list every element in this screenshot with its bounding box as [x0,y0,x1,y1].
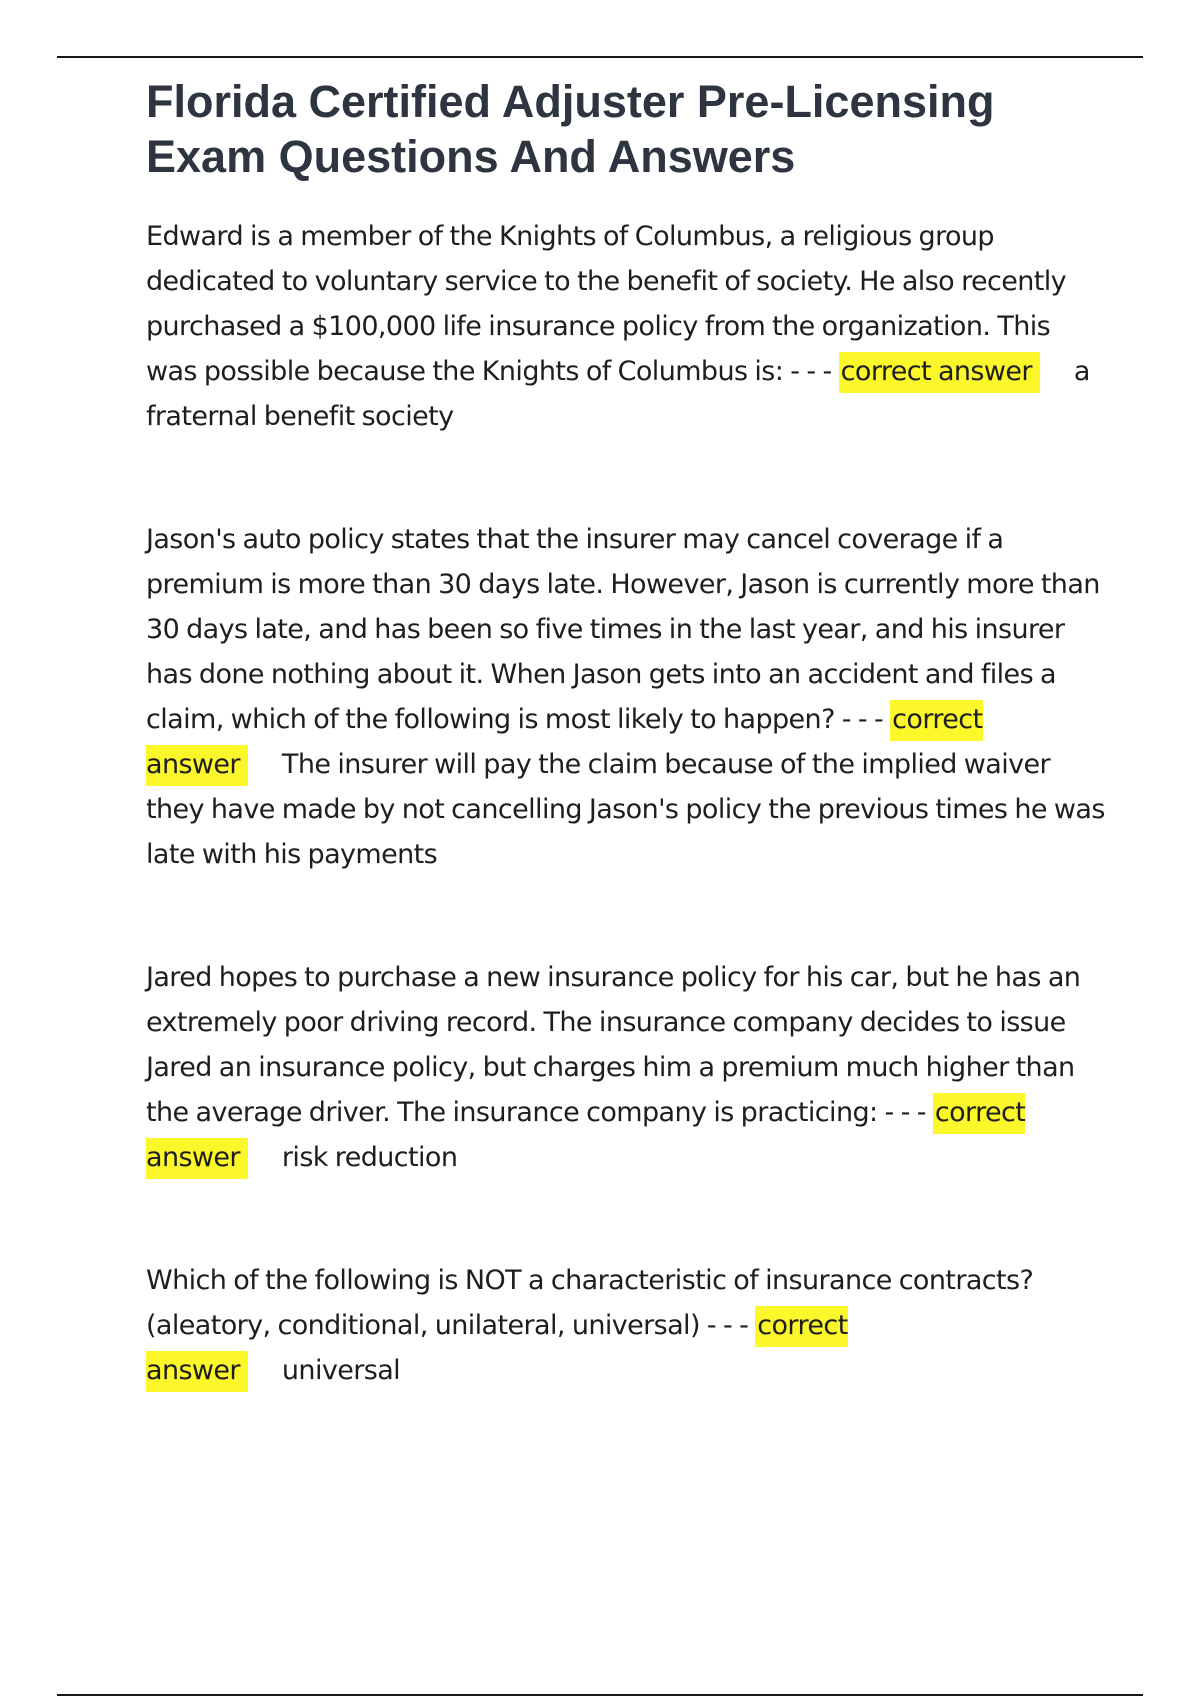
bottom-rule [57,1694,1143,1696]
question-text: Edward is a member of the Knights of Columbus, a religious group dedicated to voluntary service to the benefit of society. He also recently purchased a $100,000 life insurance policy from the organization. This was possible because the Knights of Columbus is: [146,221,1067,387]
separator: - - - [884,1097,926,1128]
qa-item-3 [146,955,1106,1180]
correct-answer-highlight: correct answer [146,700,983,786]
separator: - - - [790,356,832,387]
qa-item-2 [146,517,1106,877]
answer-text: The insurer will pay the claim because of the implied waiver they have made by not cancelling Jason's policy the previous times he was late with his payments [146,749,1105,870]
document-body [146,74,1106,1471]
correct-answer-highlight: correct answer [146,1093,1025,1179]
question-text: Which of the following is NOT a characteristic of insurance contracts? (aleatory, conditional, unilateral, universal) [146,1265,1034,1341]
qa-item-4 [146,1258,1106,1393]
correct-answer-highlight: correct answer [839,352,1040,393]
separator: - - - [841,704,884,735]
separator: - - - [706,1310,749,1341]
answer-text: universal [281,1355,401,1386]
answer-text: a fraternal benefit society [146,356,1090,432]
question-text: Jason's auto policy states that the insurer may cancel coverage if a premium is more than 30 days late. However, Jason is currently more than 30 days late, and has been so five times in the last year, and his insurer has done nothing about it. When Jason gets into an accident and files a claim, which of the following is most likely to happen? [146,524,1100,735]
question-text: Jared hopes to purchase a new insurance policy for his car, but he has an extremely poor driving record. The insurance company decides to issue Jared an insurance policy, but charges him a premium much higher than the average driver. The insurance company is practicing: [146,962,1081,1128]
page-title: Florida Certified Adjuster Pre-Licensing Exam Questions And Answers [146,76,995,182]
correct-answer-highlight: correct answer [146,1306,848,1392]
top-rule [57,56,1143,58]
qa-item-1 [146,214,1106,439]
answer-text: risk reduction [281,1142,458,1173]
